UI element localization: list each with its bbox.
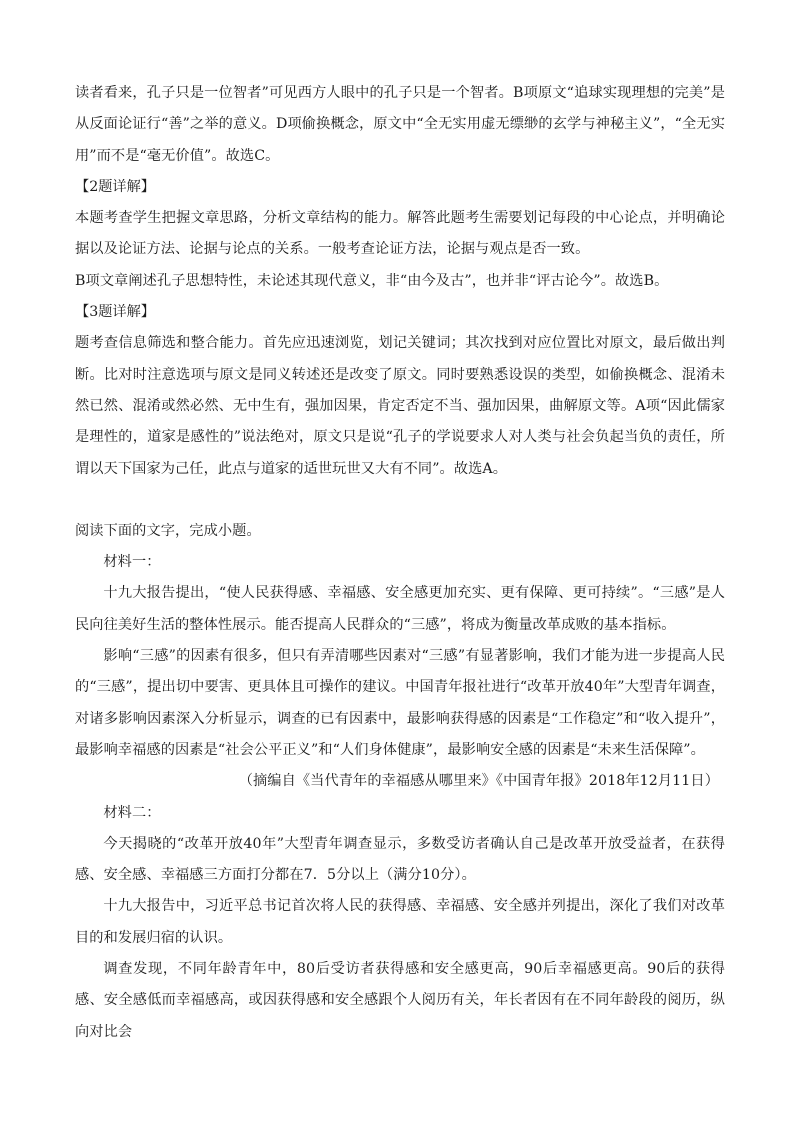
- material-2-paragraph-1: 今天揭晓的“改革开放40年”大型青年调查显示，多数受访者确认自己是改革开放受益者，在获得感、安全感、幸福感三方面打分都在7．5分以上（满分10分）。: [75, 835, 725, 884]
- material-1-paragraph-2: 影响“三感”的因素有很多，但只有弄清哪些因素对“三感”有显著影响，我们才能为进一步提高人民的“三感”，提出切中要害、更具体且可操作的建议。中国青年报社进行“改革开放40年”大型青年调查，对诸多影响因素深入分析显示，调查的已有因素中，最影响获得感的因素是“工作稳定”和“收入提升”，最影响幸福感的因素是“社会公平正义”和“人们身体健康”，最影响安全感的因素是“未来生活保障”。: [75, 648, 725, 758]
- section-gap: [75, 485, 725, 516]
- material-1-paragraph-1: 十九大报告提出，“使人民获得感、幸福感、安全感更加充实、更有保障、更可持续”。“三感”是人民向往美好生活的整体性展示。能否提高人民群众的“三感”，将成为衡量改革成败的基本指标。: [75, 585, 725, 633]
- answer-2-paragraph-a: 本题考查学生把握文章思路，分析文章结构的能力。解答此题考生需要划记每段的中心论点，并明确论据以及论证方法、论据与论点的关系。一般考查论证方法，论据与观点是否一致。: [75, 210, 725, 258]
- answer-3-paragraph: 题考查信息筛选和整合能力。首先应迅速浏览，划记关键词；其次找到对应位置比对原文，最后做出判断。比对时注意选项与原文是同义转述还是改变了原文。同时要熟悉设误的类型，如偷换概念、混淆未然已然、混淆或然必然、无中生有，强加因果，肯定否定不当、强加因果，曲解原文等。A项“因此儒家是理性的，道家是感性的”说法绝对，原文只是说“孔子的学说要求人对人类与社会负起当负的责任，所谓以天下国家为己任，此点与道家的适世玩世又大有不同”。故选A。: [75, 335, 725, 477]
- answer-2-paragraph-b: B项文章阐述孔子思想特性，未论述其现代意义，非“由今及古”，也并非“评古论今”。故选B。: [75, 272, 669, 289]
- material-2-label: 材料二：: [103, 804, 161, 821]
- material-2-paragraph-2: 十九大报告中，习近平总书记首次将人民的获得感、幸福感、安全感并列提出，深化了我们对改革目的和发展归宿的认识。: [75, 898, 725, 946]
- material-1-label: 材料一：: [103, 554, 161, 571]
- question-2-heading: 【2题详解】: [75, 178, 155, 195]
- reading-instruction: 阅读下面的文字，完成小题。: [75, 522, 261, 539]
- question-3-heading: 【3题详解】: [75, 304, 155, 321]
- material-1-source: （摘编自《当代青年的幸福感从哪里来》《中国青年报》2018年12月11日）: [238, 773, 719, 790]
- document-page: [75, 78, 725, 1048]
- material-2-paragraph-3: 调查发现，不同年龄青年中，80后受访者获得感和安全感更高，90后幸福感更高。90后的获得感、安全感低而幸福感高，或因获得感和安全感跟个人阅历有关，年长者因有在不同年龄段的阅历，纵向对比会: [75, 961, 725, 1040]
- answer-paragraph-1: 读者看来，孔子只是一位智者”可见西方人眼中的孔子只是一个智者。B项原文“追球实现理想的完美”是从反面论证行“善”之举的意义。D项偷换概念，原文中“全无实用虚无缥缈的玄学与神秘主义”，“全无实用”而不是“毫无价值”。故选C。: [75, 85, 725, 164]
